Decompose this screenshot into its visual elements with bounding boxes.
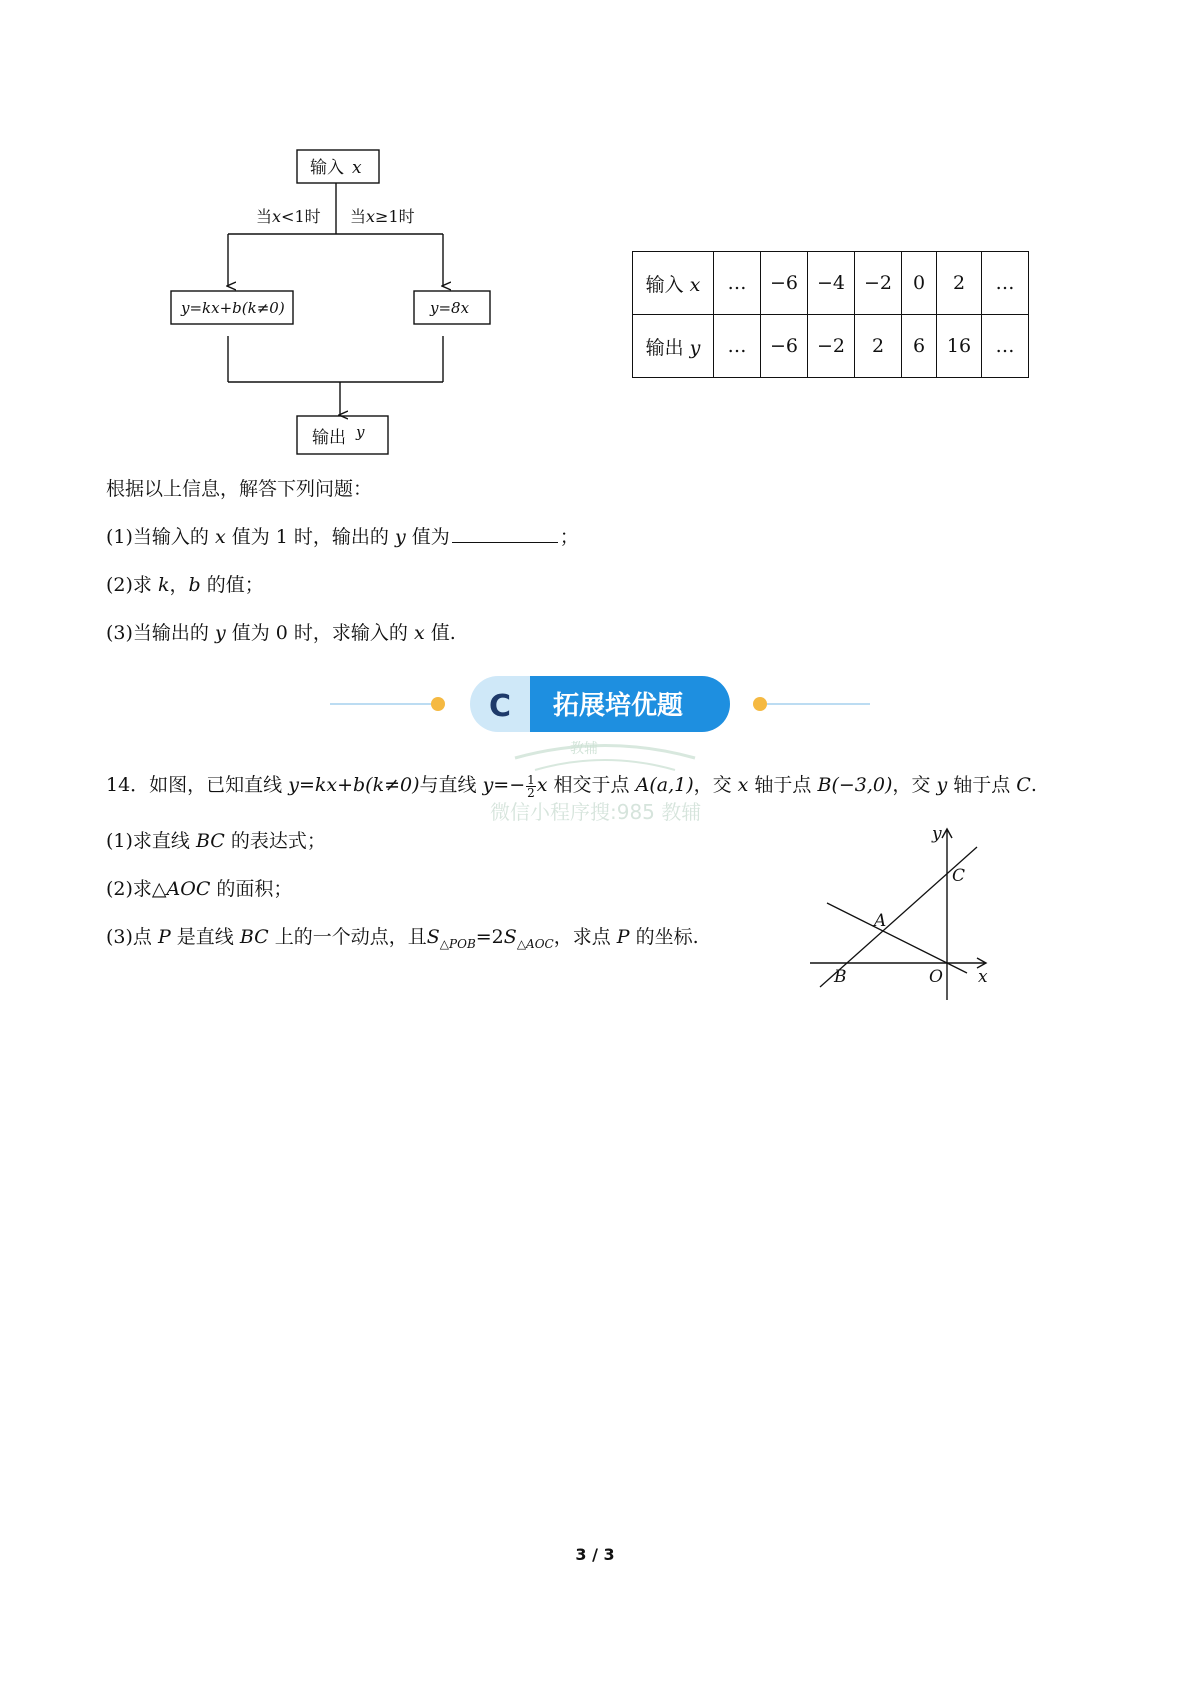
answer-blank[interactable] xyxy=(452,524,558,543)
watermark-text-small: 教辅 xyxy=(570,741,598,757)
table-row xyxy=(633,252,1029,315)
banner-dot-left xyxy=(431,697,445,711)
flow-branch-right-label: 当x≥1时 xyxy=(350,207,415,226)
fraction: $\frac{1}{2}$ xyxy=(527,772,535,800)
watermark-text: 微信小程序搜:985 教辅 xyxy=(490,800,702,824)
q13-part1: (1)当输入的 x 值为 1 时，输出的 y 值为 ； xyxy=(106,526,579,548)
table-cell: 6 xyxy=(902,315,937,378)
table-cell: … xyxy=(714,315,761,378)
q14-part1: (1)求直线 BC 的表达式； xyxy=(106,830,326,852)
table-cell: … xyxy=(714,252,761,315)
banner-letter: C xyxy=(489,689,512,724)
label-x: x xyxy=(978,967,988,987)
table-cell: … xyxy=(982,315,1029,378)
table-cell: −6 xyxy=(761,315,808,378)
label-a: A xyxy=(874,911,887,931)
label-b: B xyxy=(834,967,847,987)
table-header-cell: 输入 x xyxy=(633,252,714,315)
q13-intro: 根据以上信息，解答下列问题： xyxy=(106,478,373,500)
flow-branch-left-label: 当x<1时 xyxy=(256,207,321,226)
coordinate-graph xyxy=(805,825,1005,1005)
io-table xyxy=(632,251,1029,378)
banner-dot-right xyxy=(753,697,767,711)
table-cell: 0 xyxy=(902,252,937,315)
flow-output-label: 输出 y xyxy=(312,423,365,448)
label-c: C xyxy=(952,866,966,886)
q14-part3: (3)点 P 是直线 BC 上的一个动点，且$S_{\triangle POB}=2S_{\triangle AOC}$，求点 P 的坐标. xyxy=(106,926,699,951)
q13-part3: (3)当输出的 y 值为 0 时，求输入的 x 值. xyxy=(106,622,456,644)
label-o: O xyxy=(929,967,943,987)
table-cell: −2 xyxy=(808,315,855,378)
table-row xyxy=(633,315,1029,378)
flow-input-label: 输入 x xyxy=(310,158,362,178)
flow-formula-left: y=kx+b(k≠0) xyxy=(181,299,285,317)
table-cell: 2 xyxy=(937,252,982,315)
q13-part2: (2)求 k，b 的值； xyxy=(106,574,264,596)
label-y: y xyxy=(932,824,942,844)
table-cell: … xyxy=(982,252,1029,315)
banner-title: 拓展培优题 xyxy=(553,691,684,721)
table-cell: −6 xyxy=(761,252,808,315)
table-cell: −4 xyxy=(808,252,855,315)
flow-formula-right: y=8x xyxy=(430,299,470,317)
table-cell: −2 xyxy=(855,252,902,315)
q14-stem: 14．如图，已知直线 y=kx+b(k≠0)与直线 y=− $\frac{1}{2}$ x 相交于点 A(a,1)，交 x 轴于点 B(−3,0)，交 y 轴于点 C. xyxy=(106,772,1037,800)
flowchart xyxy=(0,0,1190,470)
q14-part2: (2)求△AOC 的面积； xyxy=(106,878,293,900)
table-header-cell: 输出 y xyxy=(633,315,714,378)
page-number: 3 / 3 xyxy=(575,1545,615,1564)
table-cell: 16 xyxy=(937,315,982,378)
table-cell: 2 xyxy=(855,315,902,378)
